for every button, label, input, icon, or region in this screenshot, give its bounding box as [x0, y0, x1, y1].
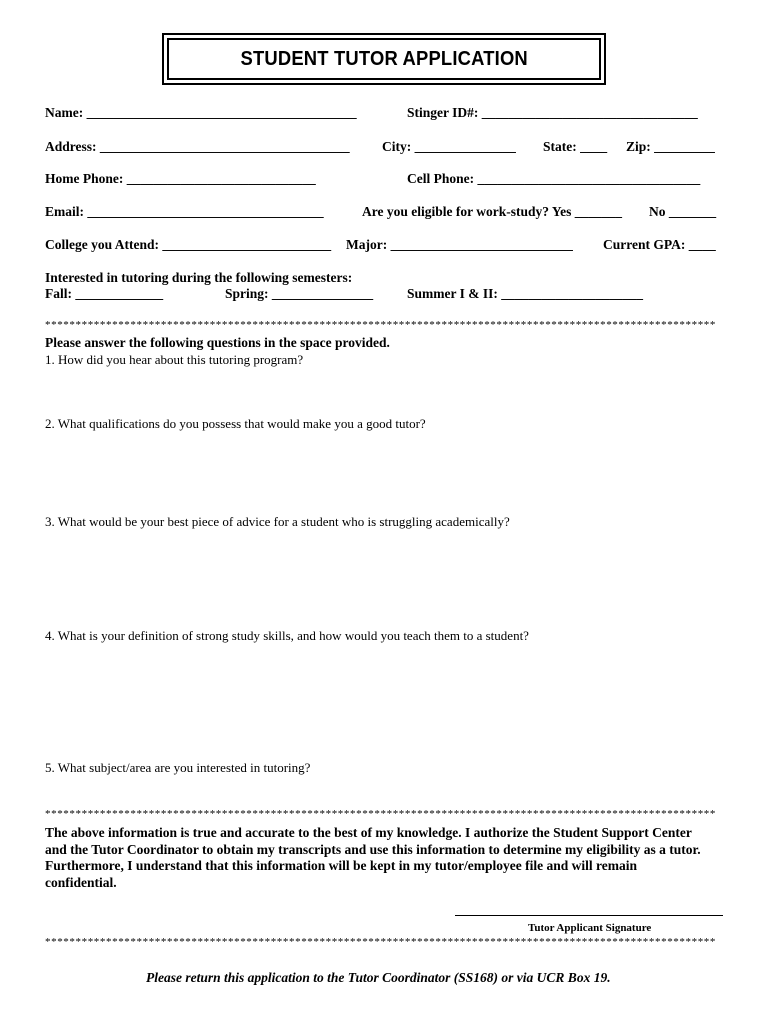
question-2: 2. What qualifications do you possess that would make you a good tutor? [45, 416, 426, 431]
signature-label: Tutor Applicant Signature [528, 922, 652, 934]
authorization-line-2: and the Tutor Coordinator to obtain my transcripts and use this information to determine my eligibility as a tutor. [45, 842, 701, 857]
question-5: 5. What subject/area are you interested in tutoring? [45, 760, 311, 775]
authorization-line-3: Furthermore, I understand that this information will be kept in my tutor/employee file and will remain [45, 858, 637, 873]
zip-field[interactable]: Zip: _________ [626, 139, 715, 154]
college-field[interactable]: College you Attend: _________________________ [45, 237, 332, 252]
signature-line[interactable] [455, 915, 723, 916]
question-1: 1. How did you hear about this tutoring program? [45, 352, 304, 367]
title-box [162, 33, 606, 85]
work-study-yes-field[interactable]: Are you eligible for work-study? Yes _______ [362, 204, 622, 219]
question-4: 4. What is your definition of strong study skills, and how would you teach them to a student? [45, 628, 529, 643]
cell-phone-field[interactable]: Cell Phone: _________________________________ [407, 171, 701, 186]
home-phone-field[interactable]: Home Phone: ____________________________ [45, 171, 316, 186]
name-field[interactable]: Name: ________________________________________ [45, 105, 357, 120]
state-field[interactable]: State: ____ [543, 139, 608, 154]
city-field[interactable]: City: _______________ [382, 139, 516, 154]
email-field[interactable]: Email: ___________________________________ [45, 204, 324, 219]
title-inner-border [167, 38, 601, 80]
summer-field[interactable]: Summer I & II: _____________________ [407, 286, 643, 301]
address-field[interactable]: Address: _____________________________________ [45, 139, 350, 154]
page-title: STUDENT TUTOR APPLICATION [240, 47, 528, 70]
question-3: 3. What would be your best piece of advice for a student who is struggling academically? [45, 514, 510, 529]
stinger-id-field[interactable]: Stinger ID#: ________________________________ [407, 105, 698, 120]
spring-field[interactable]: Spring: _______________ [225, 286, 374, 301]
separator-bottom: ************************************************************************************************************** [45, 936, 716, 948]
separator-top: ************************************************************************************************************** [45, 319, 716, 331]
footer-instruction: Please return this application to the Tutor Coordinator (SS168) or via UCR Box 19. [146, 970, 611, 985]
authorization-line-1: The above information is true and accurate to the best of my knowledge. I authorize the Student Support Center [45, 825, 692, 840]
major-field[interactable]: Major: ___________________________ [346, 237, 573, 252]
authorization-line-4: confidential. [45, 875, 117, 890]
semesters-heading: Interested in tutoring during the following semesters: [45, 270, 353, 285]
questions-intro: Please answer the following questions in the space provided. [45, 335, 390, 350]
fall-field[interactable]: Fall: _____________ [45, 286, 164, 301]
separator-middle: ************************************************************************************************************** [45, 808, 716, 820]
gpa-field[interactable]: Current GPA: ____ [603, 237, 716, 252]
work-study-no-field[interactable]: No _______ [649, 204, 717, 219]
